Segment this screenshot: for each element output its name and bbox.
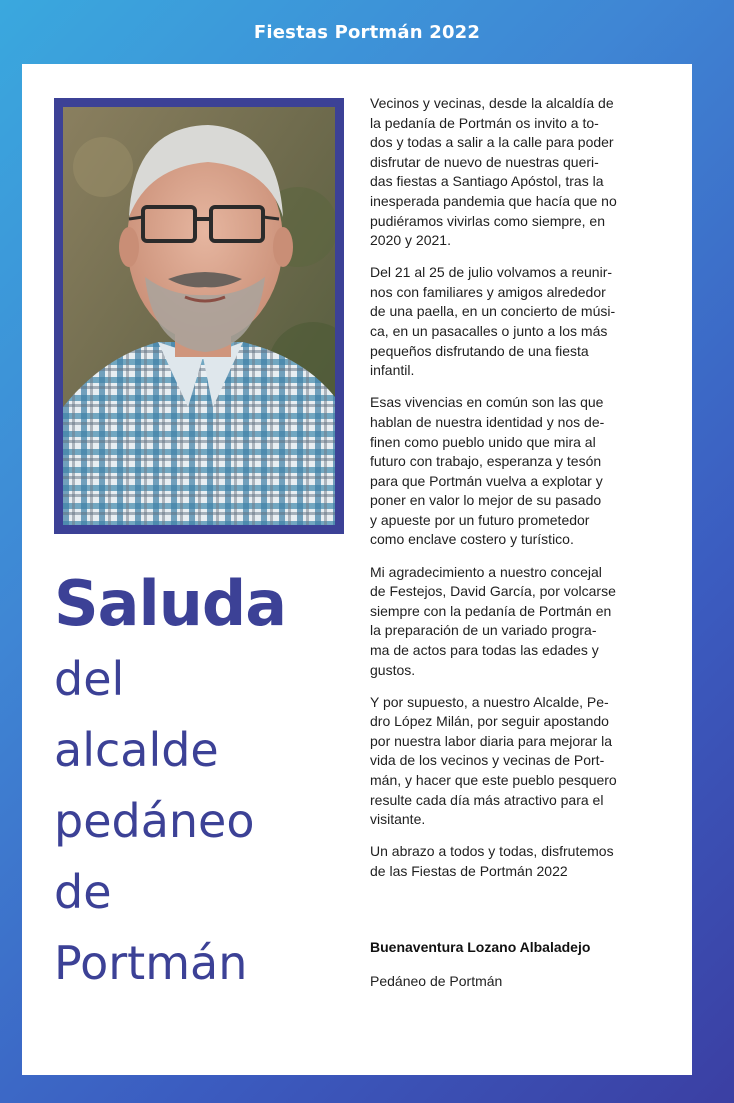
- paragraph: Mi agradecimiento a nuestro concejal de Festejos, David García, por volcarse siempre con la pedanía de Portmán en la preparación de un variado progra- ma de actos para todas las edades y gustos.: [370, 563, 616, 678]
- portrait-photo: [54, 98, 344, 534]
- paragraph: Y por supuesto, a nuestro Alcalde, Pe- dro López Milán, por seguir apostando por nuestra labor diaria para mejorar la vida de los vecinos y vecinas de Port- mán, y hacer que este pueblo pesquero resulte cada día más atractivo para el visitante.: [370, 693, 617, 828]
- content-card: [22, 64, 692, 1075]
- title-line: Portmán: [54, 936, 248, 990]
- title-line: alcalde: [54, 723, 219, 777]
- letter-text: [370, 94, 672, 989]
- paragraph: Un abrazo a todos y todas, disfrutemos de las Fiestas de Portmán 2022: [370, 843, 614, 879]
- title-line: pedáneo: [54, 794, 255, 848]
- title-line: de: [54, 865, 112, 919]
- title-block: [54, 564, 354, 999]
- paragraph: Vecinos y vecinas, desde la alcaldía de la pedanía de Portmán os invito a to- dos y todas a salir a la calle para poder disfrutar de nuevo de nuestras queri- das fiestas a Santiago Apóstol, tras la inesperada pandemia que hacía que no pudiéramos vivirlas como siempre, en 2020 y 2021.: [370, 95, 617, 249]
- paragraph: Esas vivencias en común son las que hablan de nuestra identidad y nos de- finen como pueblo unido que mira al futuro con trabajo, esperanza y tesón para que Portmán vuelva a explotar y poner en valor lo mejor de su pasado y apueste por un futuro prometedor como enclave costero y turístico.: [370, 394, 605, 548]
- signer-role: Pedáneo de Portmán: [370, 973, 503, 990]
- paragraph: Del 21 al 25 de julio volvamos a reunir- nos con familiares y amigos alrededor de una paella, en un concierto de músi- ca, en un pasacalles o junto a los más pequeños disfrutando de una fiesta infantil.: [370, 264, 616, 379]
- page-header: [0, 0, 734, 64]
- header-title: Fiestas Portmán 2022: [253, 21, 481, 43]
- signer-name: Buenaventura Lozano Albaladejo: [370, 939, 591, 956]
- title-line: del: [54, 652, 125, 706]
- page-title: Saluda: [54, 567, 287, 640]
- portrait-photo-icon: [63, 107, 335, 525]
